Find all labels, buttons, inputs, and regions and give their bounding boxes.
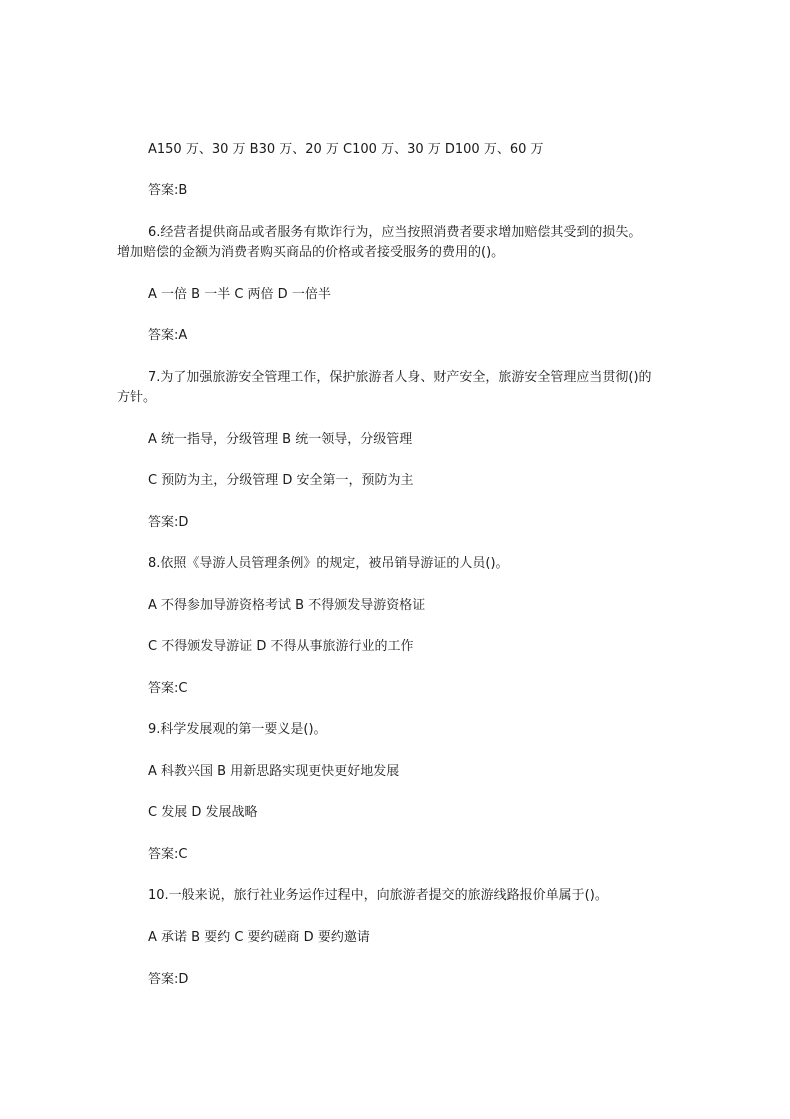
q9-options-ab: A 科教兴国 B 用新思路实现更快更好地发展	[148, 764, 400, 779]
q7-options-ab: A 统一指导，分级管理 B 统一领导，分级管理	[148, 432, 413, 447]
q7-options-cd: C 预防为主，分级管理 D 安全第一，预防为主	[148, 473, 414, 488]
q6-question-line1: 6.经营者提供商品或者服务有欺诈行为，应当按照消费者要求增加赔偿其受到的损失。	[148, 225, 642, 240]
q8-options-cd: C 不得颁发导游证 D 不得从事旅游行业的工作	[148, 639, 414, 654]
q9-options-cd: C 发展 D 发展战略	[148, 805, 258, 820]
q9-answer: 答案:C	[148, 847, 188, 862]
q6-options: A 一倍 B 一半 C 两倍 D 一倍半	[148, 287, 331, 302]
q6-answer: 答案:A	[148, 328, 188, 343]
q7-answer: 答案:D	[148, 515, 189, 530]
q10-options: A 承诺 B 要约 C 要约磋商 D 要约邀请	[148, 930, 370, 945]
q10-question: 10.一般来说，旅行社业务运作过程中，向旅游者提交的旅游线路报价单属于()。	[148, 888, 608, 903]
q10-answer: 答案:D	[148, 972, 189, 987]
q7-question-line1: 7.为了加强旅游安全管理工作，保护旅游者人身、财产安全，旅游安全管理应当贯彻()的	[148, 370, 652, 385]
q8-options-ab: A 不得参加导游资格考试 B 不得颁发导游资格证	[148, 598, 426, 613]
q7-question-line2: 方针。	[117, 390, 157, 405]
q5-options: A150 万、30 万 B30 万、20 万 C100 万、30 万 D100 万、60 万	[148, 142, 544, 157]
q9-question: 9.科学发展观的第一要义是()。	[148, 722, 327, 737]
q8-answer: 答案:C	[148, 681, 188, 696]
q8-question: 8.依照《导游人员管理条例》的规定，被吊销导游证的人员()。	[148, 556, 509, 571]
q6-question-line2: 增加赔偿的金额为消费者购买商品的价格或者接受服务的费用的()。	[117, 245, 505, 260]
q5-answer: 答案:B	[148, 183, 188, 198]
